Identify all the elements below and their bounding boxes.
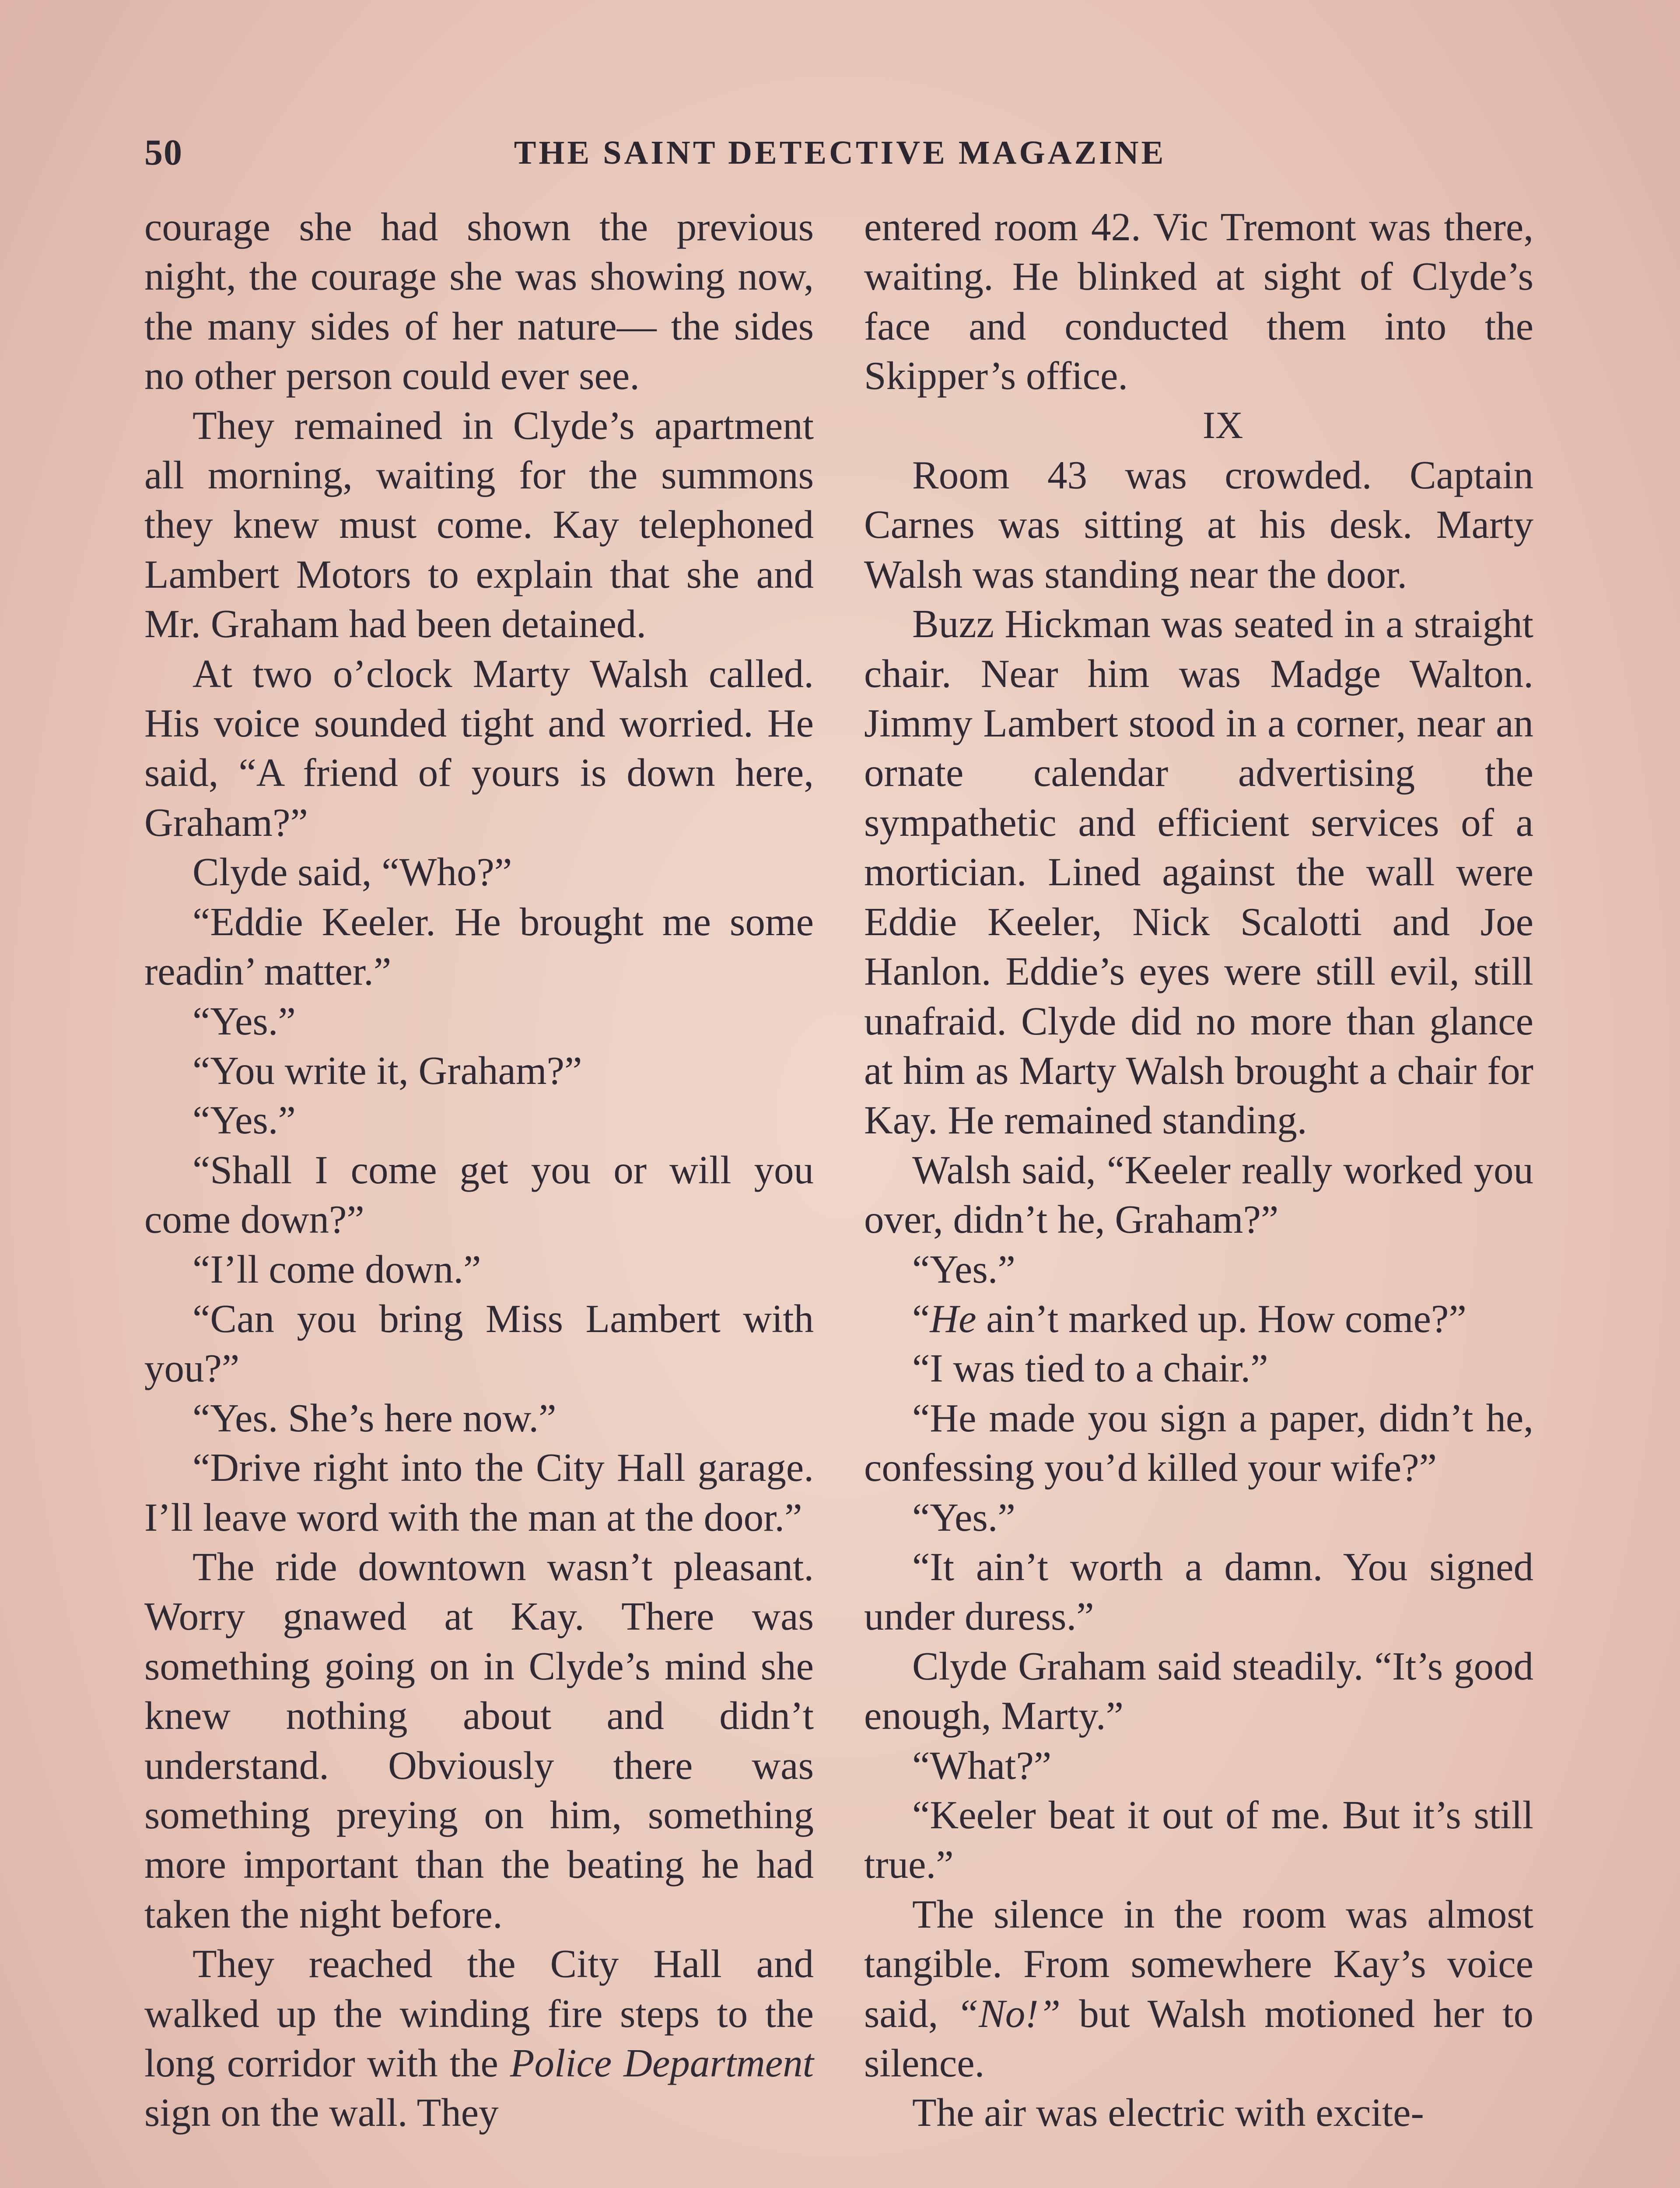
left-text-column [144, 202, 814, 2138]
italic-text: He [930, 1296, 976, 1341]
paragraph: “It ain’t worth a damn. You signed under duress.” [864, 1544, 1533, 1639]
paragraph-text: They reached the City Hall and walked up the winding fire steps to the long corridor with the [144, 1942, 814, 2086]
paragraph: “Can you bring Miss Lambert with you?” [144, 1296, 814, 1391]
paragraph-text: ain’t marked up. How come?” [976, 1296, 1466, 1341]
paragraph: Clyde said, “Who?” [192, 850, 512, 894]
paragraph: “Eddie Keeler. He brought me some readin’ matter.” [144, 899, 814, 994]
paragraph [144, 1939, 814, 2138]
paragraph: “Yes.” [912, 1495, 1015, 1539]
paragraph: “I was tied to a chair.” [912, 1346, 1268, 1391]
chapter-heading: IX [1202, 404, 1243, 447]
paragraph: The ride downtown wasn’t pleasant. Worry gnawed at Kay. There was something going on in Clyde’s mind she knew nothing about and didn’t understand. Obviously there was something preying on him, something more important than the beating he had taken the night before. [144, 1544, 814, 1936]
paragraph: “Yes. She’s here now.” [192, 1396, 556, 1440]
paragraph: Walsh said, “Keeler really worked you over, didn’t he, Graham?” [864, 1147, 1533, 1242]
paragraph-text: but Walsh motioned her to silence. [864, 1991, 1533, 2086]
paragraph: “I’ll come down.” [192, 1247, 481, 1291]
paragraph: “Drive right into the City Hall garage. I’ll leave word with the man at the door.” [144, 1445, 814, 1539]
paragraph-text: sign on the wall. They [144, 2090, 499, 2135]
paragraph: “He made you sign a paper, didn’t he, confessing you’d killed your wife?” [864, 1396, 1533, 1490]
paragraph: At two o’clock Marty Walsh called. His voice sounded tight and worried. He said, “A friend of yours is down here, Graham?” [144, 651, 814, 845]
right-text-column [864, 202, 1533, 2138]
paragraph: Room 43 was crowded. Captain Carnes was sitting at his desk. Marty Walsh was standing near the door. [864, 453, 1533, 596]
paragraph: Buzz Hickman was seated in a straight chair. Near him was Madge Walton. Jimmy Lambert stood in a corner, near an ornate calendar advertising the sympathetic and efficient services of a mortician. Lined against the wall were Eddie Keeler, Nick Scalotti and Joe Hanlon. Eddie’s eyes were still evil, still unafraid. Clyde did no more than glance at him as Marty Walsh brought a chair for Kay. He remained standing. [864, 602, 1533, 1143]
paragraph: “Keeler beat it out of me. But it’s still true.” [864, 1793, 1533, 1887]
paragraph [864, 1890, 1533, 2088]
paragraph: “Yes.” [912, 1247, 1015, 1291]
paragraph-text: “ [912, 1296, 930, 1341]
paragraph: entered room 42. Vic Tremont was there, waiting. He blinked at sight of Clyde’s face and conducted them into the Skipper’s office. [864, 205, 1533, 398]
page-header [144, 131, 1536, 184]
paragraph: courage she had shown the previous night, the courage she was showing now, the many sides of her nature— the sides no other person could ever see. [144, 205, 814, 398]
paragraph: Clyde Graham said steadily. “It’s good enough, Marty.” [864, 1644, 1533, 1738]
paragraph: “You write it, Graham?” [192, 1048, 582, 1093]
paragraph: “What?” [912, 1743, 1052, 1788]
page-number: 50 [144, 132, 183, 173]
paragraph: “Shall I come get you or will you come down?” [144, 1147, 814, 1242]
running-title: THE SAINT DETECTIVE MAGAZINE [514, 134, 1166, 171]
paragraph: The air was electric with excite- [912, 2090, 1424, 2135]
paragraph [864, 1294, 1533, 1343]
italic-text: Police Department [510, 2041, 814, 2086]
paragraph: “Yes.” [192, 999, 296, 1043]
italic-text: “No!” [956, 1991, 1061, 2036]
paragraph-text: The silence in the room was almost tangible. From somewhere Kay’s voice said, [864, 1892, 1533, 2036]
paragraph: They remained in Clyde’s apartment all morning, waiting for the summons they knew must come. Kay telephoned Lambert Motors to explain that she and Mr. Graham had been detained. [144, 403, 814, 646]
paragraph: “Yes.” [192, 1098, 296, 1143]
